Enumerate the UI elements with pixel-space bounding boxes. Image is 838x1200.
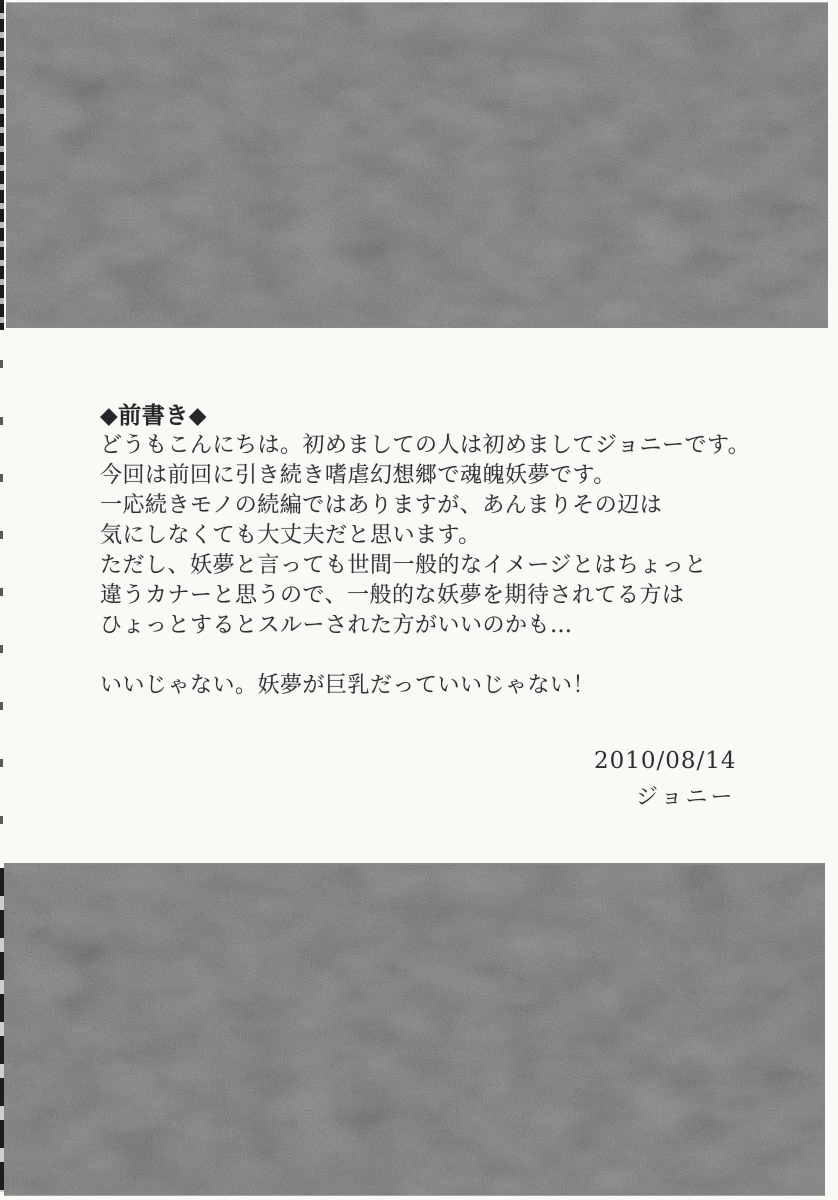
preface-line: 違うカナーと思うので、一般的な妖夢を期待されてる方は	[100, 583, 685, 608]
bottom-photo-band	[4, 863, 825, 1196]
paper-texture	[6, 3, 828, 326]
binding-edge-marks	[0, 360, 3, 850]
preface-line: 気にしなくても大丈夫だと思います。	[100, 523, 481, 548]
preface-line: ただし、妖夢と言っても世間一般的なイメージとはちょっと	[100, 553, 707, 578]
paper-texture	[4, 865, 825, 1195]
date-label: 2010/08/14	[594, 748, 737, 774]
preface-line: どうもこんにちは。初めましての人は初めましてジョニーです。	[100, 433, 751, 458]
binding-edge-marks	[0, 0, 4, 330]
preface-text-block	[100, 401, 780, 701]
preface-punchline: いいじゃない。妖夢が巨乳だっていいじゃない！	[100, 673, 596, 698]
preface-line: ひょっとするとスルーされた方がいいのかも…	[100, 613, 573, 638]
preface-line: 一応続きモノの続編ではありますが、あんまりその辺は	[100, 493, 663, 518]
preface-line: 今回は前回に引き続き嗜虐幻想郷で魂魄妖夢です。	[100, 463, 616, 488]
preface-heading: ◆前書き◆	[100, 402, 207, 429]
top-photo-band	[6, 2, 828, 328]
author-signature: ジョニー	[636, 785, 736, 810]
binding-edge-marks	[0, 868, 4, 1192]
